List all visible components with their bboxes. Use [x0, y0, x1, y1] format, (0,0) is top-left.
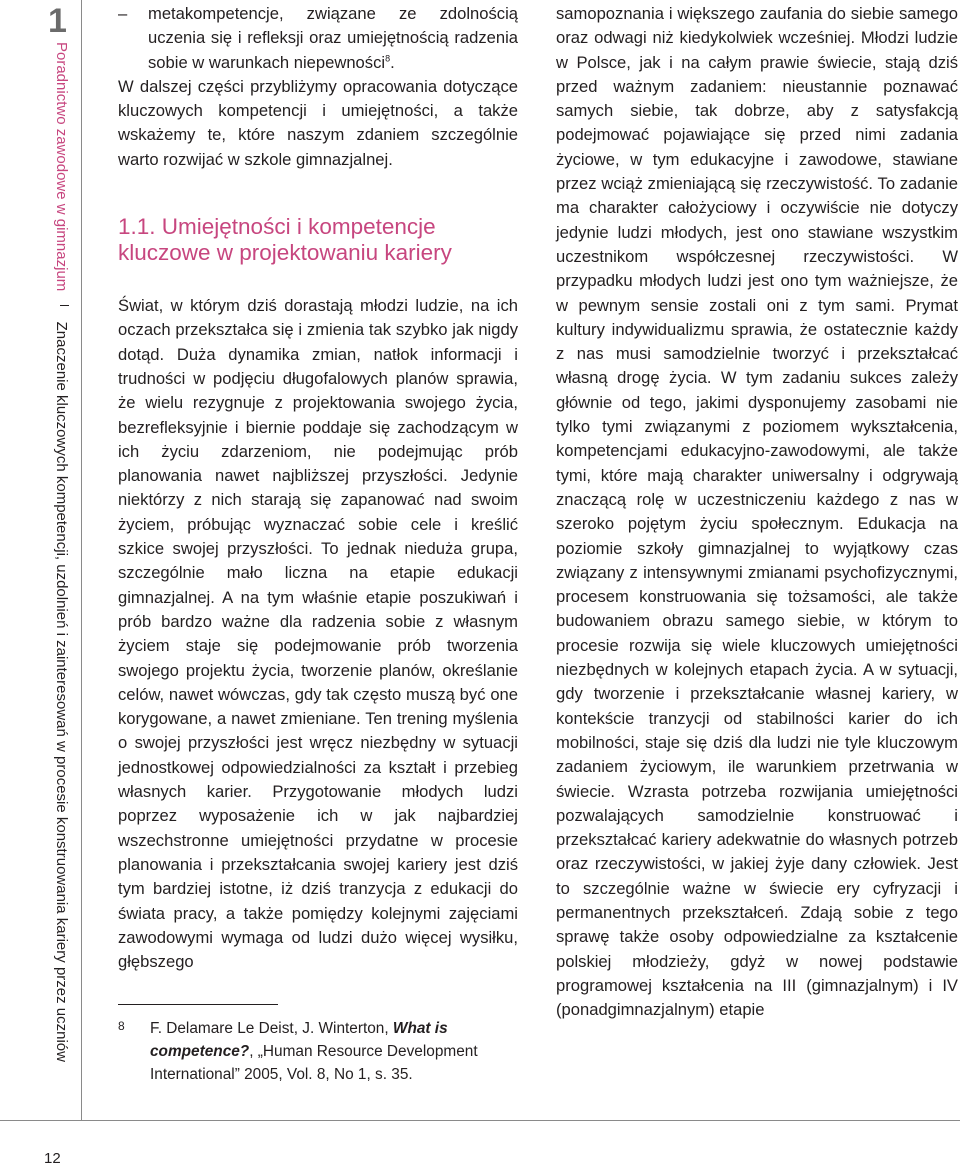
footnote-authors: F. Delamare Le Deist, J. Winterton, — [150, 1020, 393, 1038]
left-column — [118, 2, 518, 1086]
footnote — [118, 1017, 518, 1086]
intro-paragraph: W dalszej części przybliżymy opracowania dotyczące kluczowych kompetencji i umiejętności, a także wskażemy te, które naszym zdaniem szczególnie warto rozwijać w szkole gimnazjalnej. — [118, 76, 518, 169]
list-item-text: metakompetencje, związane ze zdolnością uczenia się i refleksji oraz umiejętnością radzenia sobie w warunkach niepewności — [148, 4, 518, 72]
footnote-rule — [118, 1004, 278, 1005]
section-heading: 1.1. Umiejętności i kompetencje kluczowe w projektowaniu kariery — [118, 214, 452, 266]
footnote-number: 8 — [118, 1019, 125, 1034]
page-number: 12 — [44, 1150, 61, 1167]
footnote-source: , „Human Resource Development International” 2005, Vol. 8, No 1, s. 35. — [150, 1043, 478, 1084]
header-separator — [60, 305, 69, 307]
sidebar-divider — [81, 0, 82, 1120]
body-paragraph: Świat, w którym dziś dorastają młodzi ludzie, na ich oczach przekształca się i zmienia tak szybko jak nigdy dotąd. Duża dynamika zmian, natłok informacji i trudności w podjęciu długofalowych planów sprawia, że wielu rezygnuje z projektowania swojego życia, bezrefleksyjnie i biernie poddaje się zachodzącym w ich życiu zdarzeniom, nie podejmując prób planowania nawet najbliższej przyszłości. Jedynie niektórzy z nich starają się zapanować nad swoim życiem, próbując wyznaczać sobie cele i kreślić szkice swojej przyszłości. To jednak nieduża grupa, szczególnie mało liczna na etapie edukacji gimnazjalnej. A na tym właśnie etapie poszukiwań i prób bardzo ważne dla radzenia sobie z własnym życiem staje się podejmowanie prób tworzenia swojego projektu życia, tworzenie planów, określanie celów, nawet wówczas, gdy tak często muszą być one korygowane, a nawet zmieniane. Ten trening myślenia o swojej przyszłości jest wręcz niezbędny w sytuacji jednostkowej odpowiedzialności za kształt i przebieg własnych karier. Przygotowanie młodych ludzi poprzez wyposażenie ich w jak najbardziej wszechstronne umiejętności przydatne w procesie planowania i przekształcania swojej kariery jest dziś tym bardziej istotne, iż dziś tranzycja z edukacji do świata pracy, a także pomiędzy kolejnymi zajęciami zawodowymi wymaga od ludzi dużo więcej wysiłku, głębszego — [118, 296, 518, 972]
chapter-title: Znaczenie kluczowych kompetencji, uzdolnień i zainteresowań w procesie konstruowania kariery przez uczniów — [53, 321, 70, 1062]
right-column — [556, 2, 958, 1022]
footnote-title: What is competence? — [150, 1020, 448, 1061]
running-header — [52, 42, 70, 1062]
right-column-text: samopoznania i większego zaufania do siebie samego oraz odwagi niż kiedykolwiek wcześniej. Młodzi ludzie w Polsce, jak i na całym prawie świecie, stają dziś przed ważnym zadaniem: nieustannie poznawać samych siebie, tak dobrze, aby z satysfakcją podejmować pojawiające się przed nimi zadania życiowe, w tym edukacyjne i zawodowe, stawiane przez wciąż zmieniającą się rzeczywistość. To zadanie ma charakter całożyciowy i oczywiście nie dotyczy jedynie ludzi młodych, jest ono stawiane wszystkim uczestnikom współczesnej rzeczywistości. W przypadku młodych ludzi jest ono tym ważniejsze, że w pewnym sensie zostali oni z tym sami. Prymat kultury indywidualizmu sprawia, że ostatecznie każdy z nas musi samodzielnie tworzyć i przekształcać własną drogę życia. W tym zadaniu sukces zależy głównie od tego, jakimi dysponujemy zasobami nie tylko tymi związanymi z poziomem wykształcenia, kompetencjami edukacyjno-zawodowymi, ale także tymi, które mają charakter uniwersalny i odgrywają znaczącą rolę w uczestniczeniu każdego z nas w szeroko pojętym życiu społecznym. Edukacja na poziomie szkoły gimnazjalnej to wyjątkowy czas związany z intensywnymi zmianami psychofizycznymi, procesem konstruowania się tożsamości, ale także budowaniem obrazu samego siebie, w którym to procesie rozwija się wiele kluczowych umiejętności niezbędnych w kolejnych etapach życia. A w sytuacji, gdy tworzenie i przekształcanie własnej kariery, w kontekście tranzycji od stabilności karier do ich mobilności, staje się dziś dla ludzi nie tyle kluczowym zadaniem życiowym, ile warunkiem przetrwania w świecie. Wzrasta potrzeba rozwijania umiejętności pozwalających samodzielnie konstruować i przekształcać kariery adekwatnie do własnych potrzeb oraz rzeczywistości, w jakiej żyje dany człowiek. Jest to szczególnie ważne w świecie ery cyfryzacji i permanentnych przekształceń. Zdają sobie z tego sprawę także osoby odpowiedzialne za kształcenie polskiej młodzieży, gdyż w nowej podstawie programowej kształcenia na III (gimnazjalnym) i IV (ponadgimnazjalnym) etapie — [556, 4, 958, 1020]
list-dash: – — [118, 4, 128, 23]
list-item — [118, 2, 518, 75]
sidebar — [0, 0, 82, 1175]
footer-divider — [0, 1120, 960, 1121]
chapter-number: 1 — [48, 2, 67, 40]
footnote-ref: 8 — [385, 53, 391, 64]
list-item-end: . — [390, 52, 395, 72]
series-title: Poradnictwo zawodowe w gimnazjum — [53, 42, 70, 292]
